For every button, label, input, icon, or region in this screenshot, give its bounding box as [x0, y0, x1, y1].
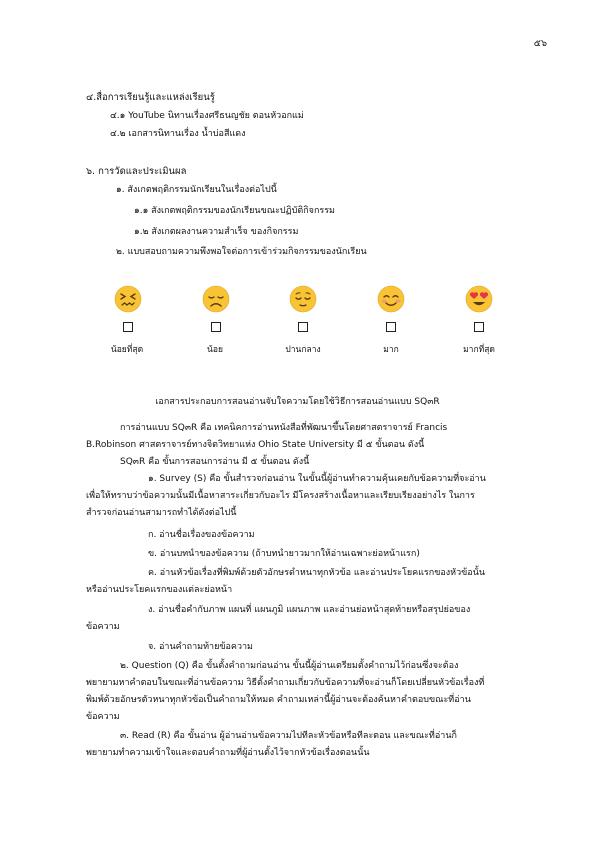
section-6-item-2: ๒. แบบสอบถามความพึงพอใจต่อการเข้าร่วมกิจกรรมของนักเรียน — [116, 247, 367, 257]
step-2-line-1: ๒. Question (Q) คือ ขั้นตั้งคำถามก่อนอ่าน ขั้นนี้ผู้อ่านเตรียมตั้งคำถามไว้ก่อนซึ่งจะต้อง — [120, 661, 459, 671]
section-4-item-2: ๔.๒ เอกสารนิทานเรื่อง น้ำบ่อสีแดง — [110, 129, 246, 139]
smiling-blush-face-icon — [377, 285, 405, 313]
section-6-item-1-1: ๑.๑ สังเกตพฤติกรรมของนักเรียนขณะปฏิบัติกิจกรรม — [134, 206, 335, 216]
step-3-line-2: พยายามทำความเข้าใจและตอบคำถามที่ผู้อ่านตั้งไว้จากหัวข้อเรื่องตอนนั้น — [86, 748, 370, 758]
step-1-item-ngo-line-2: ข้อความ — [86, 622, 120, 632]
paragraph-1-line-3: SQ๓R คือ ขั้นการสอนการอ่าน มี ๕ ขั้นตอน ดังนี้ — [120, 457, 310, 467]
rating-checkbox-5[interactable] — [474, 322, 484, 332]
rating-checkbox-4[interactable] — [386, 322, 396, 332]
step-2-line-3: พิมพ์ด้วยอักษรตัวหนาทุกหัวข้อเป็นคำถามให้หมด คำถามเหล่านี้ผู้อ่านจะต้องค้นหาคำตอบขณะที่อ่าน — [86, 695, 471, 705]
section-6-item-1: ๑. สังเกตพฤติกรรมนักเรียนในเรื่องต่อไปนี้ — [116, 185, 277, 195]
step-1-item-kho-line-1: ค. อ่านหัวข้อเรื่องที่พิมพ์ด้วยตัวอักษรดำหนาทุกหัวข้อ และอ่านประโยคแรกของหัวข้อนั้น — [148, 568, 486, 578]
step-1-item-ka: ก. อ่านชื่อเรื่องของข้อความ — [148, 530, 255, 540]
step-1-item-ngo-line-1: ง. อ่านชื่อคำกับภาพ แผนที่ แผนภูมิ แผนภาพ และอ่านย่อหน้าสุดท้ายหรือสรุปย่อของ — [148, 605, 471, 615]
paragraph-1-line-2: B.Robinson ศาสตราจารย์ทางจิตวิทยาแห่ง Ohio State University มี ๕ ขั้นตอน ดังนี้ — [86, 440, 425, 450]
rating-checkbox-2[interactable] — [211, 322, 221, 332]
step-1-item-cho: จ. อ่านคำถามท้ายข้อความ — [148, 642, 253, 652]
confounded-face-icon — [114, 285, 142, 313]
heart-eyes-face-icon — [465, 285, 493, 313]
document-title: เอกสารประกอบการสอนอ่านจับใจความโดยใช้วิธีการสอนอ่านแบบ SQ๓R — [155, 397, 440, 407]
rating-checkbox-1[interactable] — [123, 322, 133, 332]
section-4-heading: ๔.สื่อการเรียนรู้และแหล่งเรียนรู้ — [86, 92, 215, 103]
step-2-line-2: พยายามหาคำตอบในขณะที่อ่านข้อความ วิธีตั้งคำถามเกี่ยวกับข้อความที่จะอ่านก็โดยเปลี่ยนหัวข้อเรื่องที่ — [86, 678, 485, 688]
step-1-line-2: เพื่อให้ทราบว่าข้อความนั้นมีเนื้อหาสาระเกี่ยวกับอะไร มีโครงสร้างเนื้อหาและเรียบเรียงอย่างไร ในการ — [86, 491, 475, 501]
step-2-line-4: ข้อความ — [86, 712, 120, 722]
rating-label-1: น้อยที่สุด — [110, 345, 144, 355]
rating-label-2: น้อย — [207, 345, 223, 355]
section-4-item-1: ๔.๑ YouTube นิทานเรื่องศรีธนญชัย ตอนหัวอกแม่ — [110, 111, 304, 121]
step-1-line-3: สำรวจก่อนอ่านสามารถทำได้ดังต่อไปนี้ — [86, 508, 237, 518]
relieved-face-icon — [289, 285, 317, 313]
rating-label-3: ปานกลาง — [285, 345, 321, 355]
section-6-heading: ๖. การวัดและประเมินผล — [86, 166, 187, 177]
paragraph-1-line-1: การอ่านแบบ SQ๓R คือ เทคนิคการอ่านหนังสือที่พัฒนาขึ้นโดยศาสตราจารย์ Francis — [120, 423, 448, 433]
rating-label-4: มาก — [383, 345, 399, 355]
disappointed-face-icon — [202, 285, 230, 313]
rating-checkbox-3[interactable] — [298, 322, 308, 332]
page-number: ๕๖ — [533, 38, 547, 49]
rating-label-5: มากที่สุด — [463, 345, 495, 355]
step-1-item-kha: ข. อ่านบทนำของข้อความ (ถ้าบทนำยาวมากให้อ่านเฉพาะย่อหน้าแรก) — [148, 549, 420, 559]
section-6-item-1-2: ๑.๒ สังเกตผลงานความสำเร็จ ของกิจกรรม — [134, 227, 299, 237]
step-3-line-1: ๓. Read (R) คือ ขั้นอ่าน ผู้อ่านอ่านข้อความไปทีละหัวข้อหรือทีละตอน และขณะที่อ่านก็ — [120, 731, 457, 741]
step-1-item-kho-line-2: หรืออ่านประโยคแรกของแต่ละย่อหน้า — [86, 585, 233, 595]
step-1-line-1: ๑. Survey (S) คือ ขั้นสำรวจก่อนอ่าน ในขั้นนี้ผู้อ่านทำความคุ้นเคยกับข้อความที่จะอ่าน — [148, 474, 486, 484]
